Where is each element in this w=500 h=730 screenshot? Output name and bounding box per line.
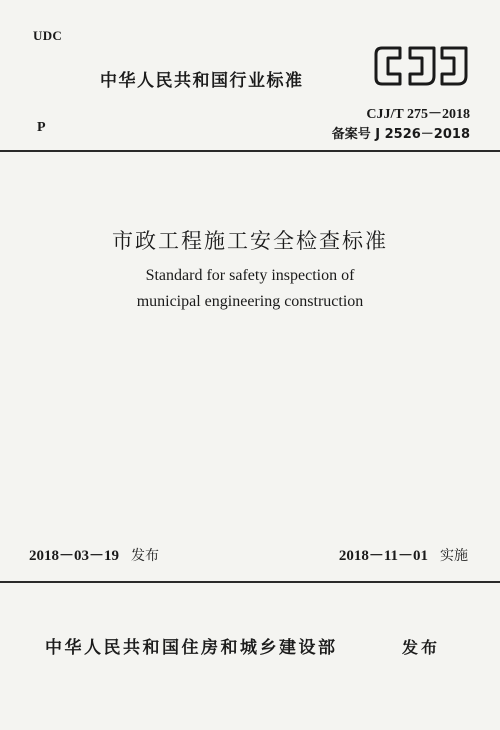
bottom-divider bbox=[0, 581, 500, 583]
publisher-name: 中华人民共和国住房和城乡建设部 bbox=[45, 638, 338, 658]
effective-date-block bbox=[339, 544, 468, 565]
title-english-line2: municipal engineering construction bbox=[136, 293, 364, 310]
record-number: 备案号 J 2526－2018 bbox=[331, 127, 470, 142]
standard-code: CJJ/T 275－2018 bbox=[366, 107, 470, 122]
industry-standard-heading: 中华人民共和国行业标准 bbox=[100, 71, 304, 91]
issue-date: 2018－03－19 bbox=[29, 548, 120, 564]
logo-letter-j-2 bbox=[442, 48, 466, 84]
title-english bbox=[0, 263, 500, 315]
cjj-logo bbox=[372, 40, 472, 92]
logo-letter-c bbox=[376, 48, 400, 84]
issue-date-block bbox=[29, 544, 159, 565]
logo-letter-j-1 bbox=[410, 48, 434, 84]
publish-label: 发布 bbox=[402, 638, 441, 657]
classification-label: P bbox=[37, 120, 46, 135]
standard-code-block bbox=[332, 105, 470, 145]
top-divider bbox=[0, 150, 500, 152]
effective-date: 2018－11－01 bbox=[338, 548, 428, 564]
title-english-line1: Standard for safety inspection of bbox=[145, 267, 355, 284]
udc-label: UDC bbox=[33, 28, 63, 43]
issue-label: 发布 bbox=[131, 548, 160, 564]
effective-label: 实施 bbox=[440, 548, 468, 564]
title-chinese: 市政工程施工安全检查标准 bbox=[112, 229, 388, 253]
